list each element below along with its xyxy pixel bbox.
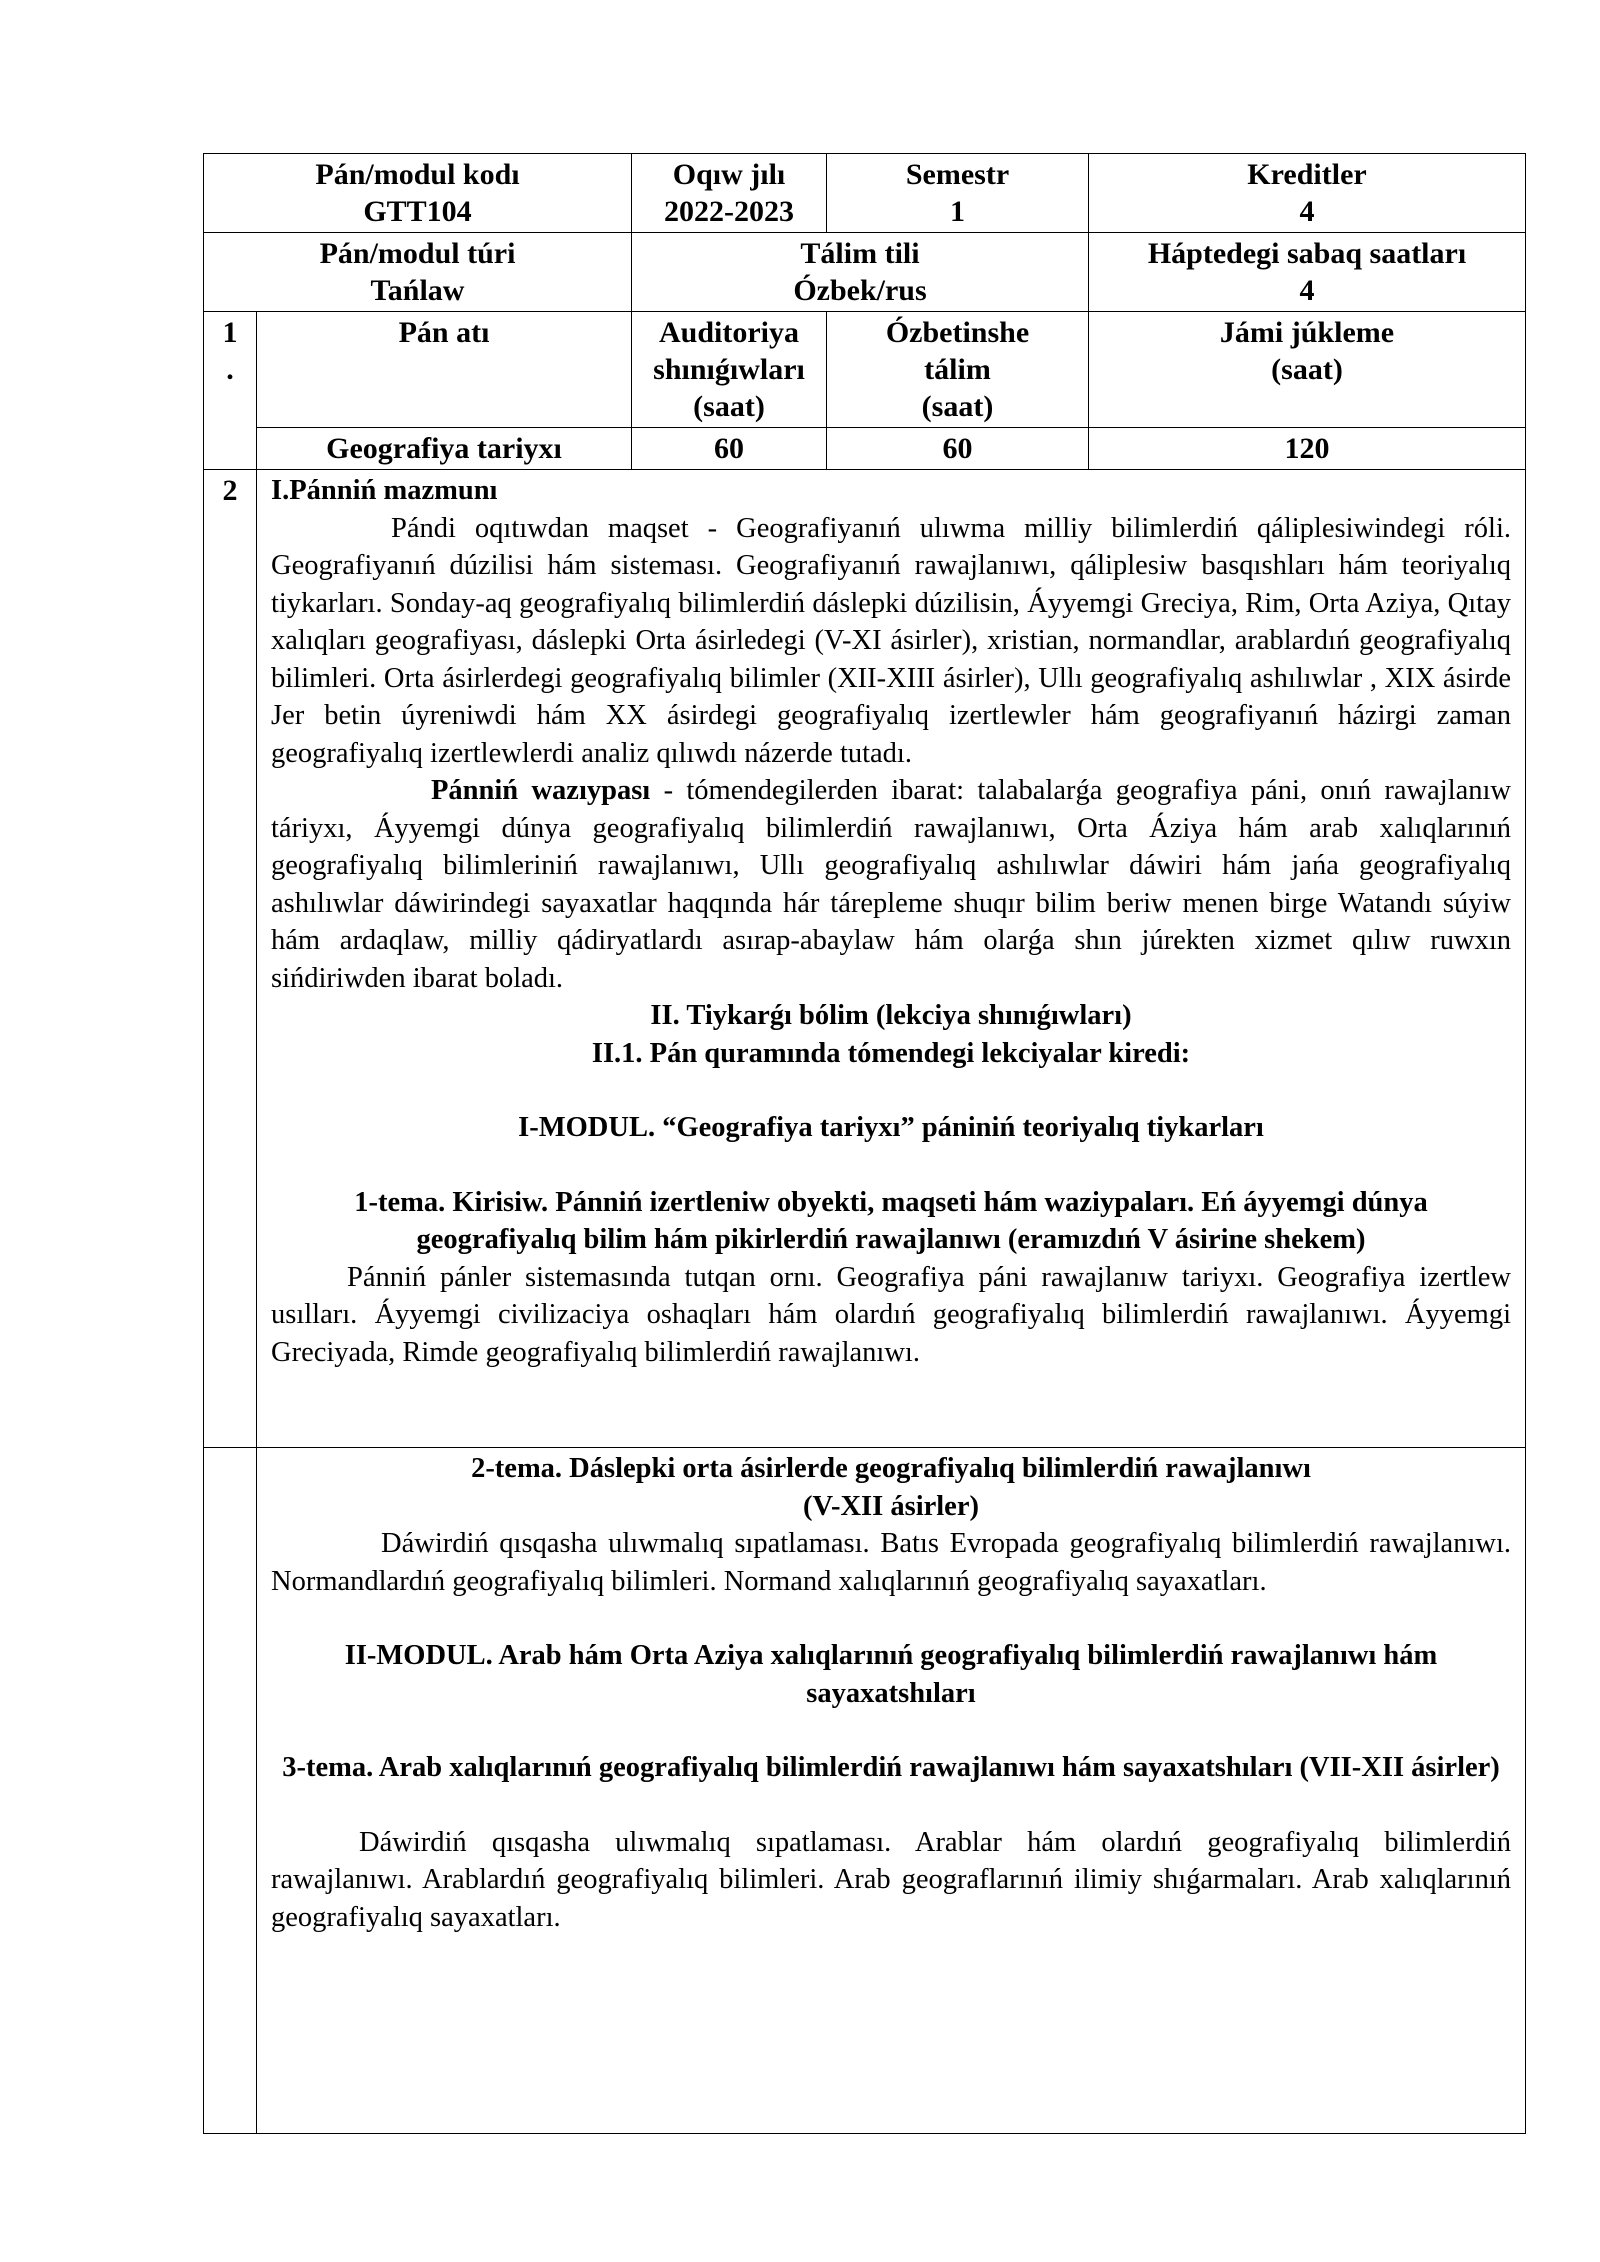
header-row-2 (204, 233, 1526, 312)
course-tasks-text: - tómendegilerden ibarat: talabalarǵa geografiya páni, onıń rawajlanıw táriyxı, Áyyemgi dúnya geografiyalıq bilimlerdiń rawajlanıwı, Orta Áziya hám arab xalıqlarınıń geografiyalıq bilimleriniń rawajlanıwı, Ullı geografiyalıq ashılıwlar dáwiri hám jańa geografiyalıq ashılıwlar dáwirindegi sayaxatlar haqqında hár tárepleme shuqır bilim beriw menen birge Watandı súyiw hám ardaqlaw, milliy qádiryatlardı asırap-abaylaw hám olarǵa shın júrekten xizmet qılıw ruwxın sińdiriwden ibarat boladı. (271, 775, 1512, 994)
subject-name-label: Pán atı (398, 316, 490, 349)
academic-year-label: Oqıw jılı (672, 158, 786, 191)
topic-2-text: Dáwirdiń qısqasha ulıwmalıq sıpatlaması. Batıs Evropada geografiyalıq bilimlerdiń rawajlanıwı. Normandlardıń geografiyalıq bilimleri. Normand xalıqlarınıń geografiyalıq sayaxatları. (271, 1528, 1511, 1597)
course-tasks-paragraph (271, 772, 1511, 997)
weekly-hours-label: Háptedegi sabaq saatları (1147, 237, 1467, 270)
module-code-label: Pán/modul kodı (315, 158, 520, 191)
spacer (271, 1712, 1511, 1749)
module-1-title: I-MODUL. “Geografiya tariyxı” pániniń teoriyalıq tiykarları (518, 1112, 1264, 1143)
classroom-hours-value: 60 (632, 428, 827, 470)
section-1-title: I.Pánniń mazmunı (271, 475, 498, 506)
header-row-1 (204, 154, 1526, 233)
topic-2-title (271, 1450, 1511, 1525)
self-study-value: 60 (827, 428, 1089, 470)
topic-3-text: Dáwirdiń qısqasha ulıwmalıq sıpatlaması. Arablar hám olardıń geografiyalıq bilimlerdiń rawajlanıwı. Arablardıń geografiyalıq bilimleri. Arab geograflarınıń ilimiy shıǵarmaları. Arab xalıqlarınıń geografiyalıq sayaxatları. (271, 1826, 1511, 1933)
row-number-3 (204, 1448, 257, 2134)
self-study-label-2: tálim (924, 353, 991, 386)
self-study-label-1: Ózbetinshe (885, 316, 1030, 349)
spacer (271, 1072, 1511, 1109)
content-cell-2 (257, 1448, 1526, 2134)
subject-values-row (204, 428, 1526, 470)
total-load-header (1089, 312, 1526, 428)
topic-1-title: 1-tema. Kirisiw. Pánniń izertleniw obyekti, maqseti hám waziypaları. Eń áyyemgi dúnya geografiyalıq bilim hám pikirlerdiń rawajlanıwı (eramızdıń V ásirine shekem) (354, 1186, 1428, 1255)
semester-cell (827, 154, 1089, 233)
module-type-label: Pán/modul túri (319, 237, 516, 270)
academic-year-cell (632, 154, 827, 233)
classroom-hours-label-3: (saat) (693, 390, 765, 423)
row-number-1 (204, 312, 257, 470)
module-code-value: GTT104 (363, 195, 472, 228)
weekly-hours-value: 4 (1299, 274, 1315, 307)
topic-3-title: 3-tema. Arab xalıqlarınıń geografiyalıq bilimlerdiń rawajlanıwı hám sayaxatshıları (VII-XII ásirler) (282, 1752, 1500, 1783)
subject-name-header (257, 312, 632, 428)
content-cell (257, 470, 1526, 1448)
academic-year-value: 2022-2023 (664, 195, 794, 228)
course-tasks-lead: Pánniń wazıypası (431, 775, 651, 806)
subject-header-row (204, 312, 1526, 428)
course-aim-paragraph: Pándi oqıtıwdan maqset - Geografiyanıń ulıwma milliy bilimlerdiń qáliplesiwindegi róli. Geografiyanıń dúzilisi hám sisteması. Geografiyanıń rawajlanıwı, qáliplesiw basqıshları hám teoriyalıq tiykarları. Sonday-aq geografiyalıq bilimlerdiń dáslepki dúzilisin, Áyyemgi Greciya, Rim, Orta Aziya, Qıtay xalıqları geografiyası, dáslepki Orta ásirledegi (V-XI ásirler), xristian, normandlar, arablardıń geografiyalıq bilimleri. Orta ásirlerdegi geografiyalıq bilimler (XII-XIII ásirler), Ullı geografiyalıq ashılıwlar , XIX ásirde Jer betin úyreniwdi hám XX ásirdegi geografiyalıq izertlewler hám geografiyanıń házirgi zaman geografiyalıq izertlewlerdi analiz qılıwdı názerde tutadı. (271, 512, 1511, 769)
module-code-cell (204, 154, 632, 233)
credits-cell (1089, 154, 1526, 233)
spacer (271, 1600, 1511, 1637)
module-type-cell (204, 233, 632, 312)
topic-2-title-line-2: (V-XII ásirler) (803, 1490, 979, 1522)
total-load-value: 120 (1089, 428, 1526, 470)
total-load-label-1: Jámi júkleme (1219, 316, 1395, 349)
row-number-2: 2 (204, 470, 257, 1448)
credits-label: Kreditler (1247, 158, 1367, 191)
content-row-2 (204, 1448, 1526, 2134)
semester-label: Semestr (905, 158, 1010, 191)
classroom-hours-label-2: shınıǵıwları (653, 353, 805, 386)
row-number-1-dot: . (226, 353, 234, 386)
section-2-subtitle: II.1. Pán quramında tómendegi lekciyalar kiredi: (591, 1037, 1191, 1069)
row-number-1-digit: 1 (222, 316, 238, 349)
semester-value: 1 (950, 195, 965, 228)
weekly-hours-cell (1089, 233, 1526, 312)
module-2-title: II-MODUL. Arab hám Orta Aziya xalıqlarınıń geografiyalıq bilimlerdiń rawajlanıwı hám sayaxatshıları (344, 1640, 1438, 1709)
spacer (271, 1147, 1511, 1184)
classroom-hours-label-1: Auditoriya (658, 316, 799, 349)
language-label: Tálim tili (800, 237, 920, 270)
self-study-label-3: (saat) (921, 390, 994, 423)
spacer (271, 1787, 1511, 1824)
self-study-header (827, 312, 1089, 428)
section-2-title: II. Tiykarǵı bólim (lekciya shınıǵıwları) (650, 1000, 1132, 1031)
total-load-label-2: (saat) (1271, 353, 1343, 386)
module-type-value: Tańlaw (370, 274, 465, 307)
syllabus-table (203, 153, 1526, 2134)
subject-name-value: Geografiya tariyxı (257, 428, 632, 470)
language-cell (632, 233, 1089, 312)
language-value: Ózbek/rus (793, 274, 927, 307)
topic-2-title-line-1: 2-tema. Dáslepki orta ásirlerde geografiyalıq bilimlerdiń rawajlanıwı (471, 1453, 1311, 1484)
credits-value: 4 (1299, 195, 1315, 228)
topic-1-text: Pánniń pánler sistemasında tutqan ornı. Geografiya páni rawajlanıw tariyxı. Geografiya izertlew usılları. Áyyemgi civilizaciya oshaqları hám olardıń geografiyalıq bilimlerdiń rawajlanıwı. Áyyemgi Greciyada, Rimde geografiyalıq bilimlerdiń rawajlanıwı. (271, 1261, 1511, 1368)
classroom-hours-header (632, 312, 827, 428)
content-row (204, 470, 1526, 1448)
